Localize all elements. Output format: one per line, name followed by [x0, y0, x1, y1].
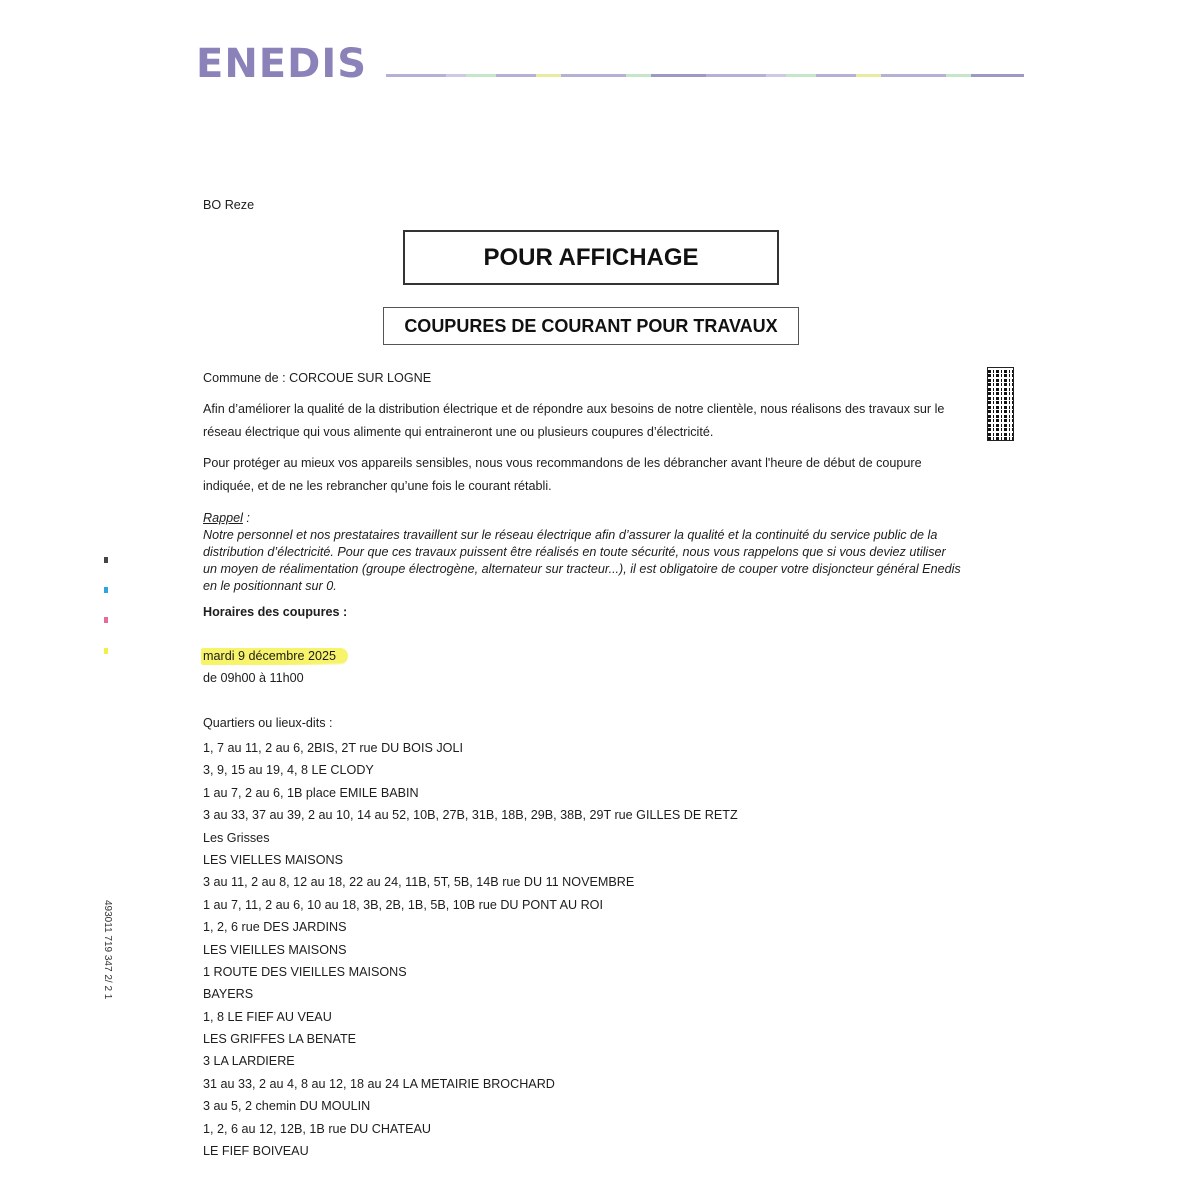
rappel-title: Rappel: [203, 511, 243, 525]
list-item: 31 au 33, 2 au 4, 8 au 12, 18 au 24 LA METAIRIE BROCHARD: [203, 1076, 555, 1091]
page-title-text: POUR AFFICHAGE: [483, 243, 699, 271]
page-subtitle-text: COUPURES DE COURANT POUR TRAVAUX: [404, 315, 778, 336]
print-mark-yellow: [104, 648, 108, 654]
list-item: 1 au 7, 11, 2 au 6, 10 au 18, 3B, 2B, 1B, 5B, 10B rue DU PONT AU ROI: [203, 897, 603, 912]
list-item: Les Grisses: [203, 830, 270, 845]
list-item: LES VIEILLES MAISONS: [203, 942, 347, 957]
side-reference-code: 493011 719 347 2/ 2 1: [102, 900, 113, 1000]
enedis-logo: ENEDIS: [196, 41, 368, 87]
horaires-title: Horaires des coupures :: [203, 605, 348, 619]
page-subtitle: [383, 307, 799, 345]
list-item: 1, 2, 6 au 12, 12B, 1B rue DU CHATEAU: [203, 1121, 431, 1136]
outage-date: mardi 9 décembre 2025: [201, 648, 348, 665]
sender-label: BO Reze: [203, 198, 255, 212]
page-title: [403, 230, 779, 285]
outage-time: de 09h00 à 11h00: [203, 671, 304, 685]
list-item: 1 ROUTE DES VIEILLES MAISONS: [203, 964, 407, 979]
list-item: 3 au 11, 2 au 8, 12 au 18, 22 au 24, 11B, 5T, 5B, 14B rue DU 11 NOVEMBRE: [203, 875, 635, 890]
list-item: LES VIELLES MAISONS: [203, 852, 343, 867]
list-item: 1, 7 au 11, 2 au 6, 2BIS, 2T rue DU BOIS JOLI: [203, 741, 463, 755]
intro-paragraph: Afin d’améliorer la qualité de la distribution électrique et de répondre aux besoins de notre clientèle, nous réalisons des travaux sur le réseau électrique qui vous alimente qui entraineront une ou plusieurs coupures d’électricité.: [203, 402, 945, 439]
print-mark-cyan: [104, 587, 108, 593]
advice-paragraph: Pour protéger au mieux vos appareils sensibles, nous vous recommandons de les débrancher avant l'heure de début de coupure indiquée, et de ne les rebrancher qu’une fois le courant rétabli.: [203, 456, 922, 493]
quartiers-list: [203, 737, 738, 1162]
print-mark-magenta: [104, 617, 108, 623]
list-item: 3 au 5, 2 chemin DU MOULIN: [203, 1099, 371, 1114]
rappel-text: Notre personnel et nos prestataires travaillent sur le réseau électrique afin d’assurer la qualité et la continuité du service public de la distribution d’électricité. Pour que ces travaux puissent être réalisés en toute sécurité, nous vous rappelons que si vous deviez utiliser un moyen de réalimentation (groupe électrogène, alternateur sur tracteur...), il est obligatoire de couper votre disjoncteur général Enedis en le positionnant sur 0.: [203, 528, 961, 593]
datamatrix-code-icon: [988, 368, 1013, 440]
quartiers-title: Quartiers ou lieux-dits :: [203, 716, 333, 730]
logo-decorative-line: [386, 74, 1024, 77]
list-item: LE FIEF BOIVEAU: [203, 1144, 309, 1159]
list-item: 1 au 7, 2 au 6, 1B place EMILE BABIN: [203, 785, 419, 800]
list-item: 3 au 33, 37 au 39, 2 au 10, 14 au 52, 10B, 27B, 31B, 18B, 29B, 38B, 29T rue GILLES DE RETZ: [203, 808, 738, 823]
list-item: 3 LA LARDIERE: [203, 1054, 295, 1069]
list-item: BAYERS: [203, 987, 254, 1002]
print-mark-black: [104, 557, 108, 563]
list-item: LES GRIFFES LA BENATE: [203, 1032, 357, 1047]
list-item: 1, 2, 6 rue DES JARDINS: [203, 920, 347, 935]
list-item: 1, 8 LE FIEF AU VEAU: [203, 1009, 332, 1024]
commune-line: Commune de : CORCOUE SUR LOGNE: [203, 371, 432, 385]
list-item: 3, 9, 15 au 19, 4, 8 LE CLODY: [203, 763, 374, 778]
rappel-block: Rappel : Notre personnel et nos prestataires travaillent sur le réseau électrique afin d’assurer la qualité et la continuité du service public de la distribution d’électricité. Pour que ces travaux puissent être réalisés en toute sécurité, nous vous rappelons que si vous deviez utiliser un moyen de réalimentation (groupe électrogène, alternateur sur tracteur...), il est obligatoire de couper votre disjoncteur général Enedis en le positionnant sur 0.: [203, 511, 961, 593]
